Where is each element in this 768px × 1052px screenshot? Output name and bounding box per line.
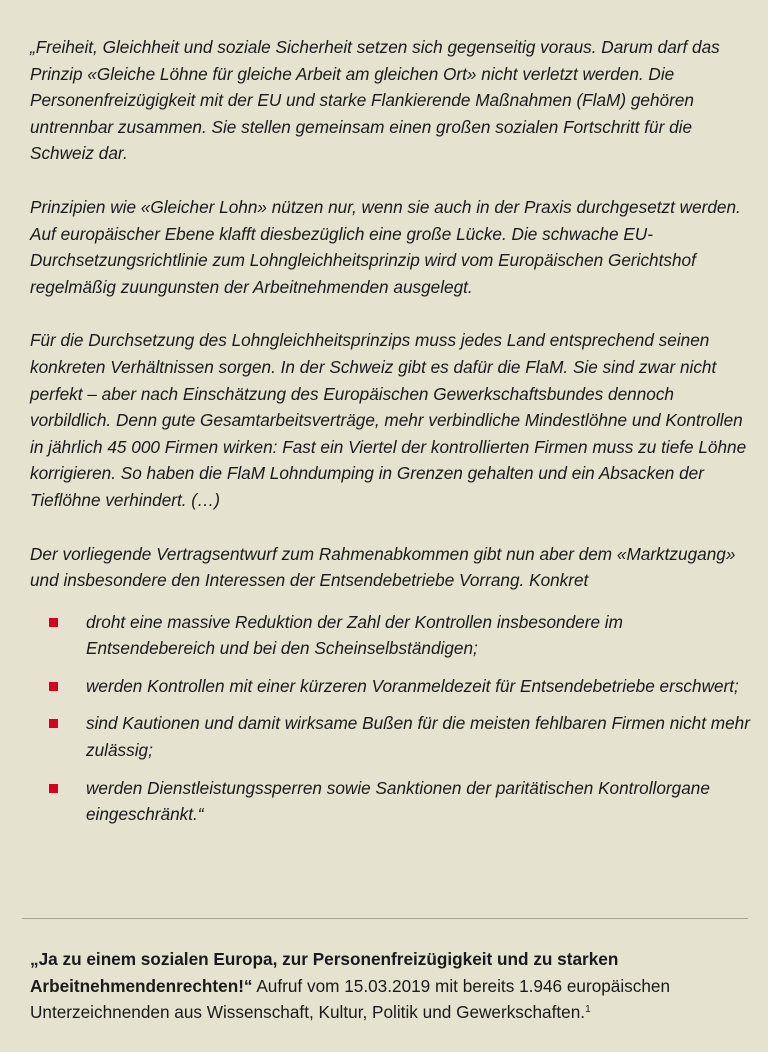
red-square-bullet-icon xyxy=(49,784,58,793)
red-square-bullet-icon xyxy=(49,719,58,728)
bullet-text: werden Dienstleistungssperren sowie Sanktionen der paritätischen Kontrollorgane eingeschränkt.“ xyxy=(86,777,710,825)
source-caption xyxy=(30,946,750,1026)
source-quote-title: „Ja zu einem sozialen Europa, zur Personenfreizügigkeit und zu starken Arbeitnehmendenrechten!“ xyxy=(30,949,619,996)
quote-paragraph-2: Prinzipien wie «Gleicher Lohn» nützen nur, wenn sie auch in der Praxis durchgesetzt werden. Auf europäischer Ebene klafft diesbezüglich eine große Lücke. Die schwache EU-Durchsetzungsrichtlinie zum Lohngleichheitsprinzip wird vom Europäischen Gerichtshof regelmäßig zuungunsten der Arbeitnehmenden ausgelegt. xyxy=(30,196,741,297)
bullet-list xyxy=(30,609,750,828)
quote-paragraph-3: Für die Durchsetzung des Lohngleichheitsprinzips muss jedes Land entsprechend seinen konkreten Verhältnissen sorgen. In der Schweiz gibt es dafür die FlaM. Sie sind zwar nicht perfekt – aber nach Einschätzung des Europäischen Gewerkschaftsbundes dennoch vorbildlich. Denn gute Gesamtarbeitsverträge, mehr verbindliche Mindestlöhne und Kontrollen in jährlich 45 000 Firmen wirken: Fast ein Viertel der kontrollierten Firmen muss zu tiefe Löhne korrigieren. So haben die FlaM Lohndumping in Grenzen gehalten und ein Absacken der Tieflöhne verhindert. (…) xyxy=(30,330,747,510)
bullet-text: droht eine massive Reduktion der Zahl der Kontrollen insbesondere im Entsendebereich und bei den Scheinselbständigen; xyxy=(86,611,623,659)
red-square-bullet-icon xyxy=(49,618,58,627)
quote-paragraph-4: Der vorliegende Vertragsentwurf zum Rahmenabkommen gibt nun aber dem «Marktzugang» und insbesondere den Interessen der Entsendebetriebe Vorrang. Konkret xyxy=(30,543,736,591)
list-item xyxy=(30,673,750,700)
section-divider xyxy=(22,918,748,919)
list-item xyxy=(30,710,750,763)
source-description: Aufruf vom 15.03.2019 mit bereits 1.946 europäischen Unterzeichnenden aus Wissenschaft, Kultur, Politik und Gewerkschaften. xyxy=(30,975,671,1023)
footnote-reference: 1 xyxy=(585,1004,591,1016)
bullet-text: werden Kontrollen mit einer kürzeren Voranmeldezeit für Entsendebetriebe erschwert; xyxy=(86,675,739,696)
quote-paragraph-1: „Freiheit, Gleichheit und soziale Sicherheit setzen sich gegenseitig voraus. Darum darf das Prinzip «Gleiche Löhne für gleiche Arbeit am gleichen Ort» nicht verletzt werden. Die Personenfreizügigkeit mit der EU und starke Flankierende Maßnahmen (FlaM) gehören untrennbar zusammen. Sie stellen gemeinsam einen großen sozialen Fortschritt für die Schweiz dar. xyxy=(30,37,720,164)
list-item xyxy=(30,775,750,828)
bullet-text: sind Kautionen und damit wirksame Bußen für die meisten fehlbaren Firmen nicht mehr zulässig; xyxy=(86,713,750,761)
list-item xyxy=(30,609,750,662)
red-square-bullet-icon xyxy=(49,682,58,691)
quote-block xyxy=(30,34,750,839)
